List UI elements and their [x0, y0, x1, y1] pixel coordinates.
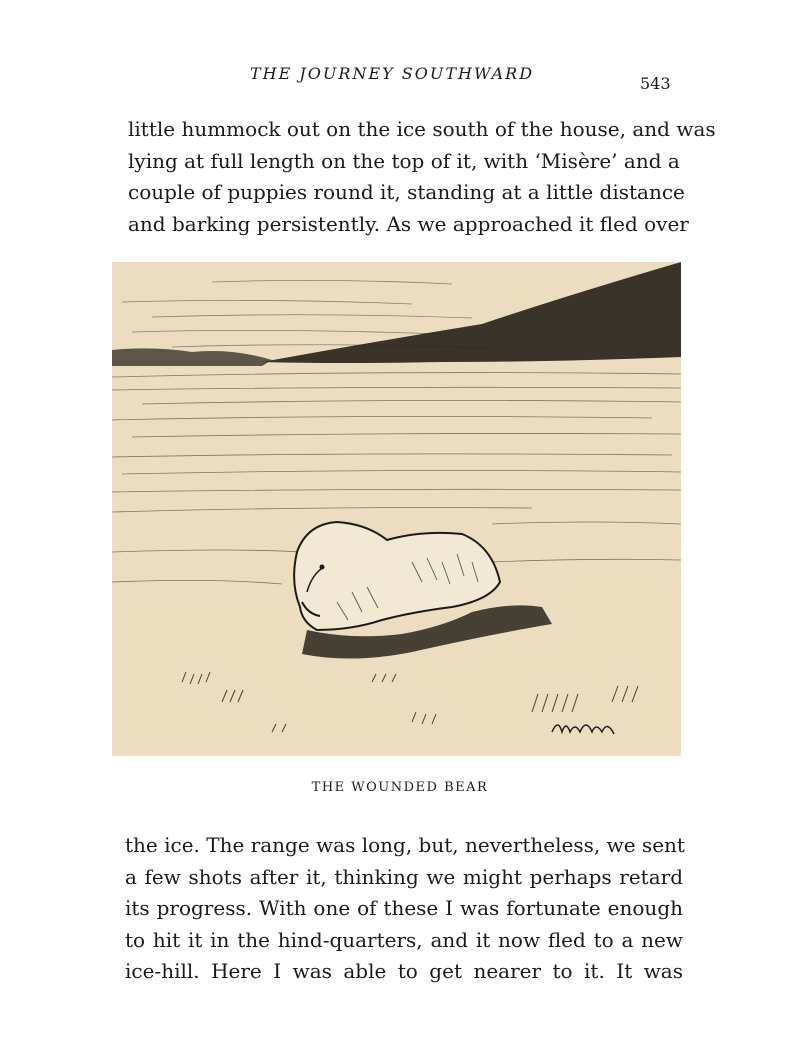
text-line: to hit it in the hind-quarters, and it now fled to a new: [125, 927, 683, 952]
page-number: 543: [640, 74, 671, 93]
text-line: lying at full length on the top of it, with ‘Misère’ and a: [128, 148, 680, 173]
figure-caption: THE WOUNDED BEAR: [311, 780, 489, 795]
text-line: little hummock out on the ice south of the house, and was: [128, 117, 716, 141]
artist-signature: [552, 725, 614, 734]
text-line: couple of puppies round it, standing at a little distance: [128, 180, 685, 204]
paragraph-top: [128, 114, 716, 240]
paragraph-bottom: [125, 830, 683, 988]
text-line: ice-hill. Here I was able to get nearer to it. It was: [125, 959, 683, 983]
bear-drawing: [112, 262, 681, 756]
text-line: a few shots after it, thinking we might perhaps retard: [125, 864, 683, 889]
running-head: THE JOURNEY SOUTHWARD: [250, 64, 535, 83]
text-line: the ice. The range was long, but, nevertheless, we sent: [125, 833, 685, 857]
text-line: its progress. With one of these I was fortunate enough: [125, 896, 683, 920]
text-line: and barking persistently. As we approached it fled over: [128, 211, 689, 236]
bear-illustration: [112, 262, 681, 756]
